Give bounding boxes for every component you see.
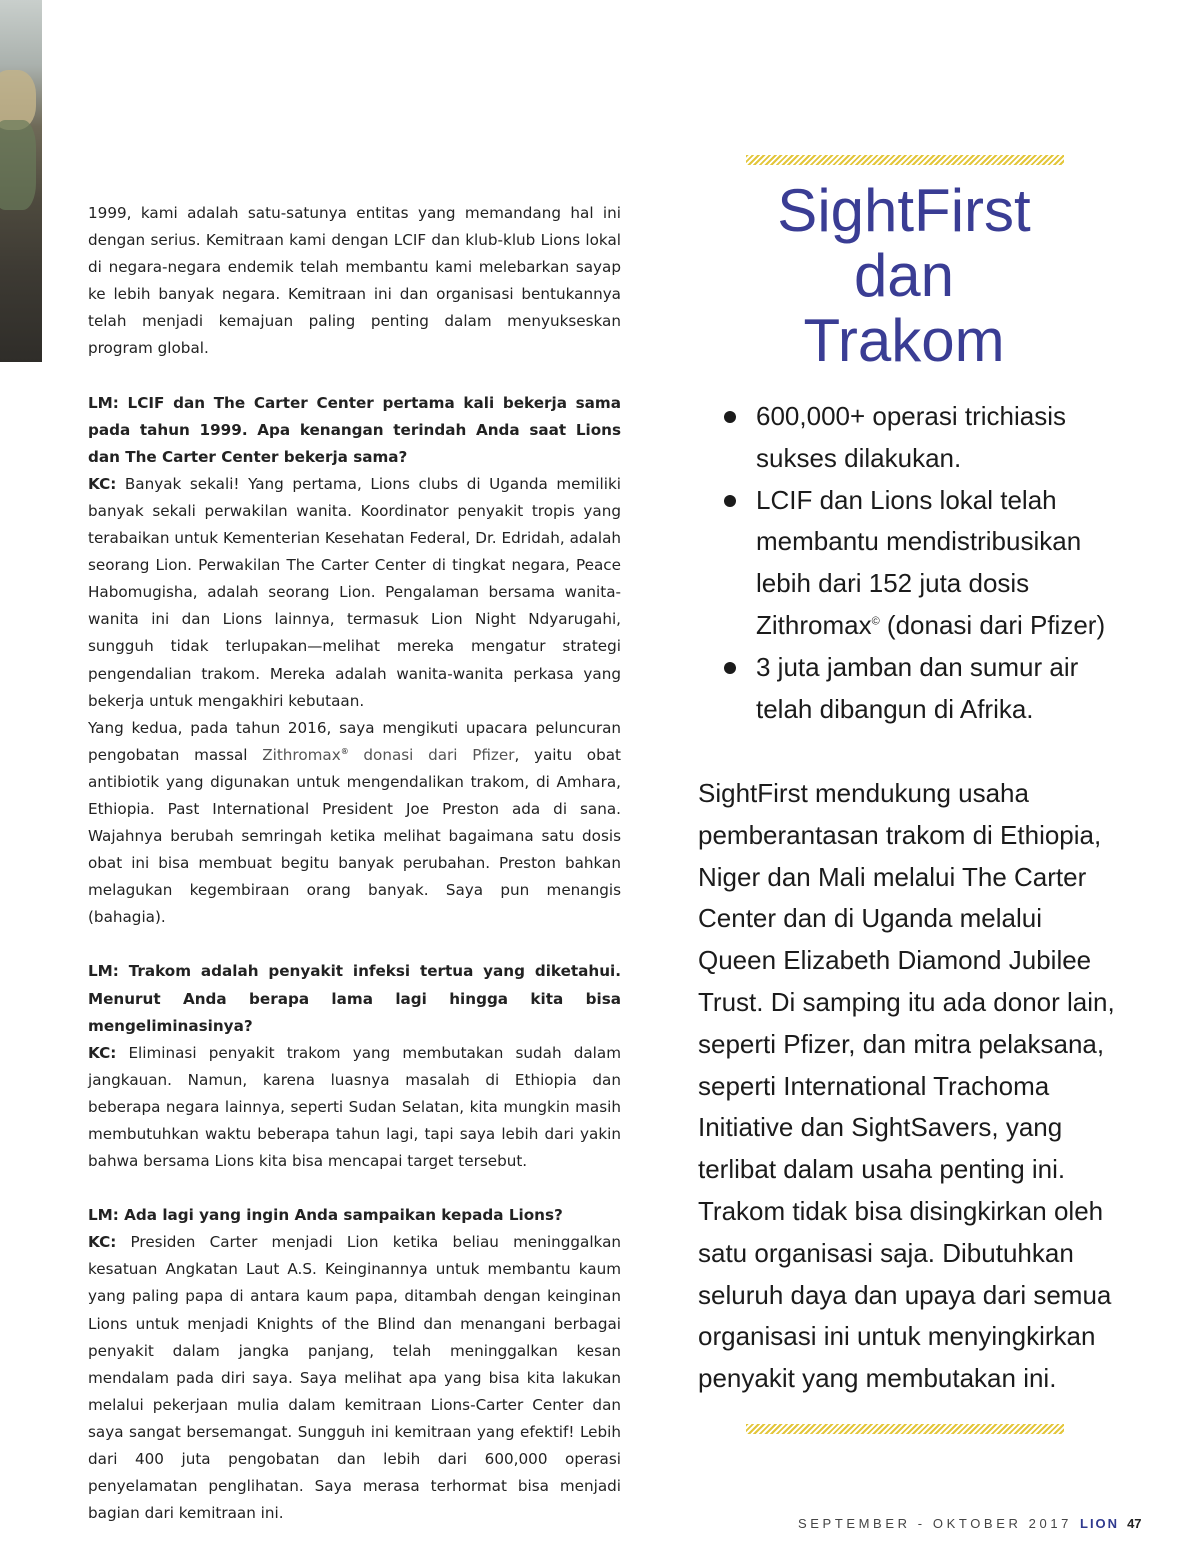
question-1: LM: LCIF dan The Carter Center pertama kali bekerja sama pada tahun 1999. Apa kenangan terindah Anda saat Lions dan The Carter Center bekerja sama? — [88, 393, 621, 466]
kc-label: KC: — [88, 474, 117, 493]
pfizer-mention: donasi dari Pfizer — [348, 745, 515, 764]
answer-1-continued — [88, 715, 621, 932]
facts-list — [720, 396, 1120, 730]
fact-text: 600,000+ operasi trichiasis sukses dilakukan. — [756, 401, 1067, 473]
bullet-icon — [724, 662, 736, 674]
fact-item — [720, 647, 1120, 731]
page-footer — [798, 1516, 1142, 1536]
copyright-mark: © — [871, 615, 880, 628]
fact-text: 3 juta jamban dan sumur air telah dibangun di Afrika. — [756, 651, 1079, 724]
question-2: LM: Trakom adalah penyakit infeksi tertua yang diketahui. Menurut Anda berapa lama lagi hingga kita bisa mengeliminasinya? — [88, 962, 621, 1035]
fact-item — [720, 396, 1120, 480]
question-3: LM: Ada lagi yang ingin Anda sampaikan kepada Lions? — [88, 1206, 563, 1225]
top-stripe-divider — [746, 155, 1064, 165]
answer-1-text: Banyak sekali! Yang pertama, Lions clubs di Uganda memiliki banyak sekali perwakilan wanita. Koordinator penyakit tropis yang terabaikan untuk Kementerian Kesehatan Federal, Dr. Edridah, adalah seorang Lion. Perwakilan The Carter Center di tingkat negara, Peace Habomugisha, adalah seorang Lion. Pengalaman bersama wanita-wanita ini dan Lions lainnya, termasuk Lion Night Ndyarugahi, sungguh tidak terlupakan—melihat mereka mengatur strategi pengendalian trakom. Mereka adalah wanita-wanita perkasa yang bekerja untuk mengakhiri kebutaan. — [88, 474, 621, 710]
answer-2 — [88, 1040, 621, 1175]
answer-2-text: Eliminasi penyakit trakom yang membutakan sudah dalam jangkauan. Namun, karena luasnya masalah di Ethiopia dan beberapa negara lainnya, seperti Sudan Selatan, kita mungkin masih membutuhkan waktu beberapa tahun lagi, tapi saya lebih dari yakin bahwa bersama Lions kita bisa mencapai target tersebut. — [88, 1043, 621, 1171]
bottom-stripe-divider — [746, 1424, 1064, 1434]
fact-text-end: (donasi dari Pfizer) — [879, 609, 1106, 640]
issue-date: SEPTEMBER - OKTOBER 2017 — [798, 1516, 1072, 1531]
bullet-icon — [724, 495, 736, 507]
registered-mark: ® — [340, 746, 349, 756]
answer-1b-end: , yaitu obat antibiotik yang digunakan untuk mengendalikan trakom, di Amhara, Ethiopia. Past International President Joe Preston ada di sana. Wajahnya berubah semringah ketika melihat bagaimana satu dosis obat ini bisa membuat begitu banyak perubahan. Preston bahkan melagukan kegembiraan orang banyak. Saya pun menangis (bahagia). — [88, 745, 621, 927]
interview-column — [88, 200, 621, 1527]
zithromax-mention: Zithromax — [262, 745, 341, 764]
title-line-1: SightFirst — [777, 177, 1031, 244]
answer-1b-start: Yang kedua, pada tahun 2016, saya mengikuti upacara peluncuran pengobatan massal — [88, 718, 621, 764]
sidebar-title — [704, 178, 1104, 373]
fact-text: LCIF dan Lions lokal telah membantu mendistribusikan lebih dari 152 juta dosis Zithromax — [756, 484, 1082, 640]
bullet-icon — [724, 411, 736, 423]
answer-1 — [88, 471, 621, 715]
page-number: 47 — [1127, 1516, 1142, 1531]
fact-item — [720, 480, 1120, 647]
magazine-brand: LION — [1080, 1516, 1120, 1531]
title-line-3: Trakom — [803, 307, 1005, 374]
cropped-photo — [0, 0, 42, 362]
kc-label: KC: — [88, 1233, 117, 1252]
answer-3-text: Presiden Carter menjadi Lion ketika beliau meninggalkan kesatuan Angkatan Laut A.S. Keinginannya untuk membantu kaum yang paling papa di antara kaum papa, ditambah dengan keinginan Lions untuk menjadi Knights of the Blind dan menangani berbagai penyakit dalam jangka panjang, telah meninggalkan kesan mendalam pada diri saya. Saya melihat apa yang bisa kita lakukan melalui pekerjaan mulia dalam kemitraan Lions-Carter Center dan saya sangat bersemangat. Sungguh ini kemitraan yang efektif! Lebih dari 400 juta pengobatan dan lebih dari 600,000 operasi penyelamatan penglihatan. Saya merasa terhormat bisa menjadi bagian dari kemitraan ini. — [88, 1233, 621, 1523]
sidebar-paragraph: SightFirst mendukung usaha pemberantasan trakom di Ethiopia, Niger dan Mali melalui The Carter Center dan di Uganda melalui Queen Elizabeth Diamond Jubilee Trust. Di samping itu ada donor lain, seperti Pfizer, dan mitra pelaksana, seperti International Trachoma Initiative dan SightSavers, yang terlibat dalam usaha penting ini. Trakom tidak bisa disingkirkan oleh satu organisasi saja. Dibutuhkan seluruh daya dan upaya dari semua organisasi ini untuk menyingkirkan penyakit yang membutakan ini. — [698, 778, 1115, 1394]
title-line-2: dan — [853, 242, 955, 309]
kc-label: KC: — [88, 1043, 117, 1062]
answer-3 — [88, 1229, 621, 1527]
intro-paragraph: 1999, kami adalah satu-satunya entitas yang memandang hal ini dengan serius. Kemitraan kami dengan LCIF dan klub-klub Lions lokal di negara-negara endemik telah membantu kami melebarkan sayap ke lebih banyak negara. Kemitraan ini dan organisasi bentukannya telah menjadi kemajuan paling penting dalam menyukseskan program global. — [88, 204, 621, 358]
